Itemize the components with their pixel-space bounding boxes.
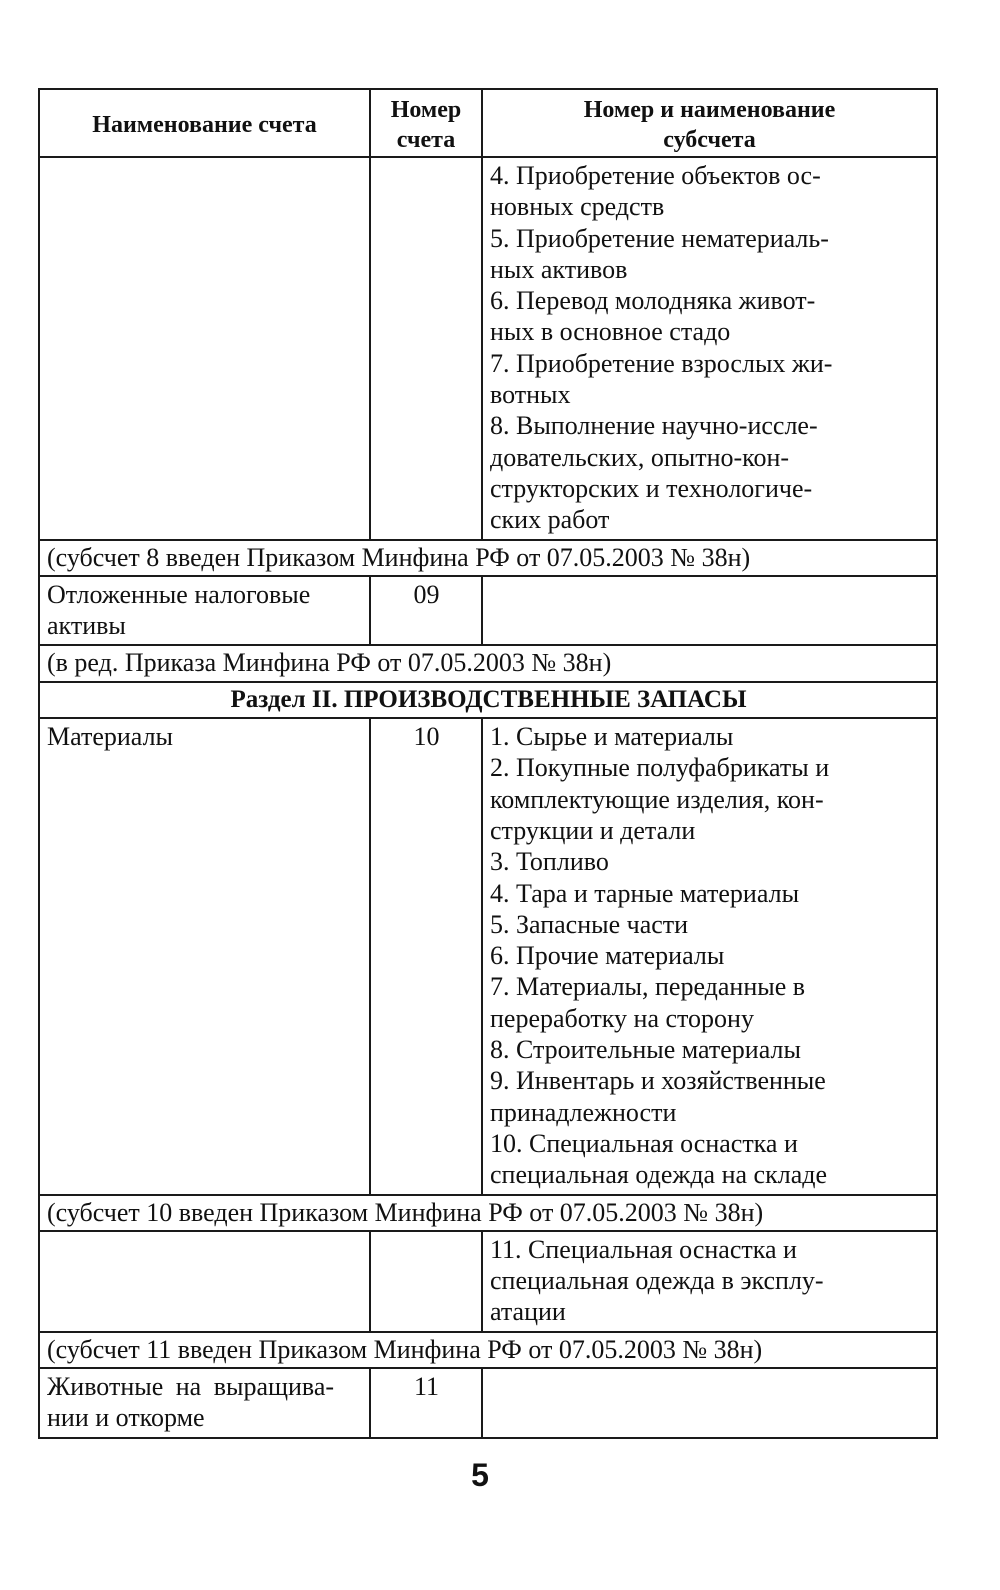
subaccount-line: ных в основное стадо	[490, 317, 731, 347]
subaccount-list-cell	[482, 576, 937, 646]
account-number-cell: 09	[370, 576, 482, 646]
account-name-cell: Материалы	[39, 718, 370, 1194]
header-account-number: Номер счета	[370, 89, 482, 157]
subaccount-line: комплектующие изделия, кон-	[490, 784, 824, 814]
table-row	[39, 157, 937, 540]
page-number: 5	[471, 1457, 489, 1493]
subaccount-list-cell	[482, 718, 937, 1194]
section-heading: Раздел II. ПРОИЗВОДСТВЕННЫЕ ЗАПАСЫ	[39, 682, 937, 718]
table-row	[39, 1231, 937, 1332]
account-name-cell: Животные на выращива- нии и откорме	[39, 1368, 370, 1438]
account-number-cell	[370, 157, 482, 540]
amendment-note: (субсчет 11 введен Приказом Минфина РФ от 07.05.2003 № 38н)	[39, 1332, 937, 1368]
table-header-row	[39, 89, 937, 157]
amendment-note: (субсчет 10 введен Приказом Минфина РФ от 07.05.2003 № 38н)	[39, 1195, 937, 1231]
section-row	[39, 682, 937, 718]
account-number-cell: 10	[370, 718, 482, 1194]
amendment-note: (в ред. Приказа Минфина РФ от 07.05.2003 № 38н)	[39, 645, 937, 681]
subaccount-line: 9. Инвентарь и хозяйственные	[490, 1066, 826, 1096]
subaccount-list-cell	[482, 1231, 937, 1332]
subaccount-line: специальная одежда в эксплу-	[490, 1266, 824, 1296]
amendment-note: (субсчет 8 введен Приказом Минфина РФ от 07.05.2003 № 38н)	[39, 540, 937, 576]
subaccount-line: 11. Специальная оснастка и	[490, 1234, 797, 1264]
subaccount-line: 5. Запасные части	[490, 909, 689, 939]
subaccount-line: 6. Перевод молодняка живот-	[490, 286, 816, 316]
subaccount-line: 7. Материалы, переданные в	[490, 972, 806, 1002]
subaccount-line: 8. Выполнение научно-иссле-	[490, 411, 818, 441]
table-row	[39, 576, 937, 646]
subaccount-list-cell	[482, 1368, 937, 1438]
note-row	[39, 1195, 937, 1231]
account-name-cell	[39, 1231, 370, 1332]
subaccount-line: ских работ	[490, 505, 610, 535]
subaccount-line: довательских, опытно-кон-	[490, 442, 790, 472]
subaccount-line: 6. Прочие материалы	[490, 941, 725, 971]
subaccount-list-cell	[482, 157, 937, 540]
subaccount-line: струкции и детали	[490, 815, 696, 845]
header-account-name: Наименование счета	[39, 89, 370, 157]
subaccount-line: 7. Приобретение взрослых жи-	[490, 348, 833, 378]
subaccount-line: атации	[490, 1297, 566, 1327]
subaccount-line: принадлежности	[490, 1097, 677, 1127]
subaccount-line: ных активов	[490, 254, 628, 284]
table-row	[39, 1368, 937, 1438]
note-row	[39, 540, 937, 576]
note-row	[39, 1332, 937, 1368]
account-name-cell: Отложенные налоговые активы	[39, 576, 370, 646]
account-number-cell	[370, 1231, 482, 1332]
subaccount-line: 4. Тара и тарные материалы	[490, 878, 800, 908]
subaccount-line: 1. Сырье и материалы	[490, 722, 734, 752]
table-row	[39, 718, 937, 1194]
subaccount-line: 10. Специальная оснастка и	[490, 1128, 798, 1158]
subaccount-line: 2. Покупные полуфабрикаты и	[490, 753, 830, 783]
subaccount-line: специальная одежда на складе	[490, 1160, 827, 1190]
account-number-cell: 11	[370, 1368, 482, 1438]
subaccount-line: 8. Строительные материалы	[490, 1035, 801, 1065]
subaccount-line: 3. Топливо	[490, 847, 609, 877]
header-subaccount: Номер и наименование субсчета	[482, 89, 937, 157]
subaccount-line: 5. Приобретение нематериаль-	[490, 223, 829, 253]
subaccount-line: переработку на сторону	[490, 1003, 754, 1033]
subaccount-line: новных средств	[490, 192, 665, 222]
subaccount-line: структорских и технологиче-	[490, 473, 813, 503]
chart-of-accounts-table	[38, 88, 938, 1439]
subaccount-line: вотных	[490, 380, 571, 410]
note-row	[39, 645, 937, 681]
account-name-cell	[39, 157, 370, 540]
subaccount-line: 4. Приобретение объектов ос-	[490, 161, 821, 190]
